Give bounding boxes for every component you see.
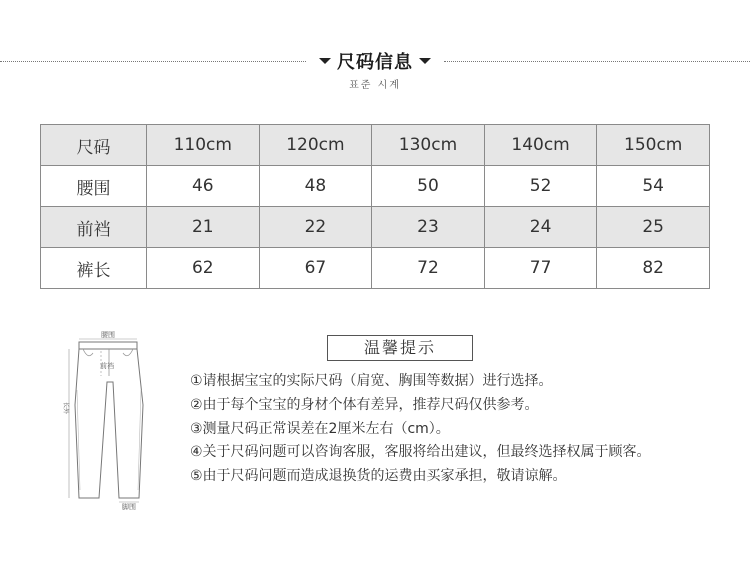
waist-label: 腰围 (101, 331, 115, 339)
tip-item: ④关于尺码问题可以咨询客服，客服将给出建议，但最终选择权属于顾客。 (190, 444, 651, 461)
pants-outline-icon (55, 330, 165, 510)
table-header-cell: 尺码 (41, 125, 147, 166)
table-cell: 48 (259, 166, 372, 207)
table-cell: 21 (147, 207, 260, 248)
tips-list (190, 370, 745, 489)
table-cell: 67 (259, 248, 372, 289)
table-header-cell: 110cm (147, 125, 260, 166)
table-header-cell: 150cm (597, 125, 710, 166)
tip-item: ③测量尺码正常误差在2厘米左右（cm）。 (190, 420, 450, 437)
triangle-down-icon (319, 58, 331, 64)
tips-title: 温馨提示 (327, 335, 473, 361)
table-row-label: 腰围 (41, 166, 147, 207)
table-header-cell: 130cm (372, 125, 485, 166)
hem-label: 脚围 (122, 503, 136, 510)
table-header-cell: 140cm (484, 125, 597, 166)
table-cell: 77 (484, 248, 597, 289)
header-title-group (306, 48, 444, 74)
page-title: 尺码信息 (337, 52, 413, 73)
table-row (41, 207, 710, 248)
table-row (41, 166, 710, 207)
table-cell: 50 (372, 166, 485, 207)
table-cell: 23 (372, 207, 485, 248)
tip-item: ⑤由于尺码问题而造成退换货的运费由买家承担，敬请谅解。 (190, 468, 567, 485)
table-cell: 72 (372, 248, 485, 289)
table-cell: 52 (484, 166, 597, 207)
pants-diagram (55, 330, 165, 510)
table-row (41, 248, 710, 289)
table-row-label: 前裆 (41, 207, 147, 248)
table-cell: 82 (597, 248, 710, 289)
tip-item: ①请根据宝宝的实际尺码（肩宽、胸围等数据）进行选择。 (190, 373, 553, 389)
table-header-row (41, 125, 710, 166)
header-divider-right (444, 61, 750, 62)
table-cell: 25 (597, 207, 710, 248)
table-row-label: 裤长 (41, 248, 147, 289)
table-cell: 46 (147, 166, 260, 207)
table-header-cell: 120cm (259, 125, 372, 166)
table-cell: 62 (147, 248, 260, 289)
size-table (40, 124, 710, 289)
length-label: 长外 (62, 401, 69, 415)
rise-label: 前裆 (100, 362, 114, 370)
table-cell: 54 (597, 166, 710, 207)
tip-item: ②由于每个宝宝的身材个体有差异，推荐尺码仅供参考。 (190, 396, 539, 413)
table-cell: 24 (484, 207, 597, 248)
triangle-down-icon (419, 58, 431, 64)
header-divider-left (0, 61, 306, 62)
table-cell: 22 (259, 207, 372, 248)
page-subtitle: 표준 시계 (349, 80, 401, 91)
